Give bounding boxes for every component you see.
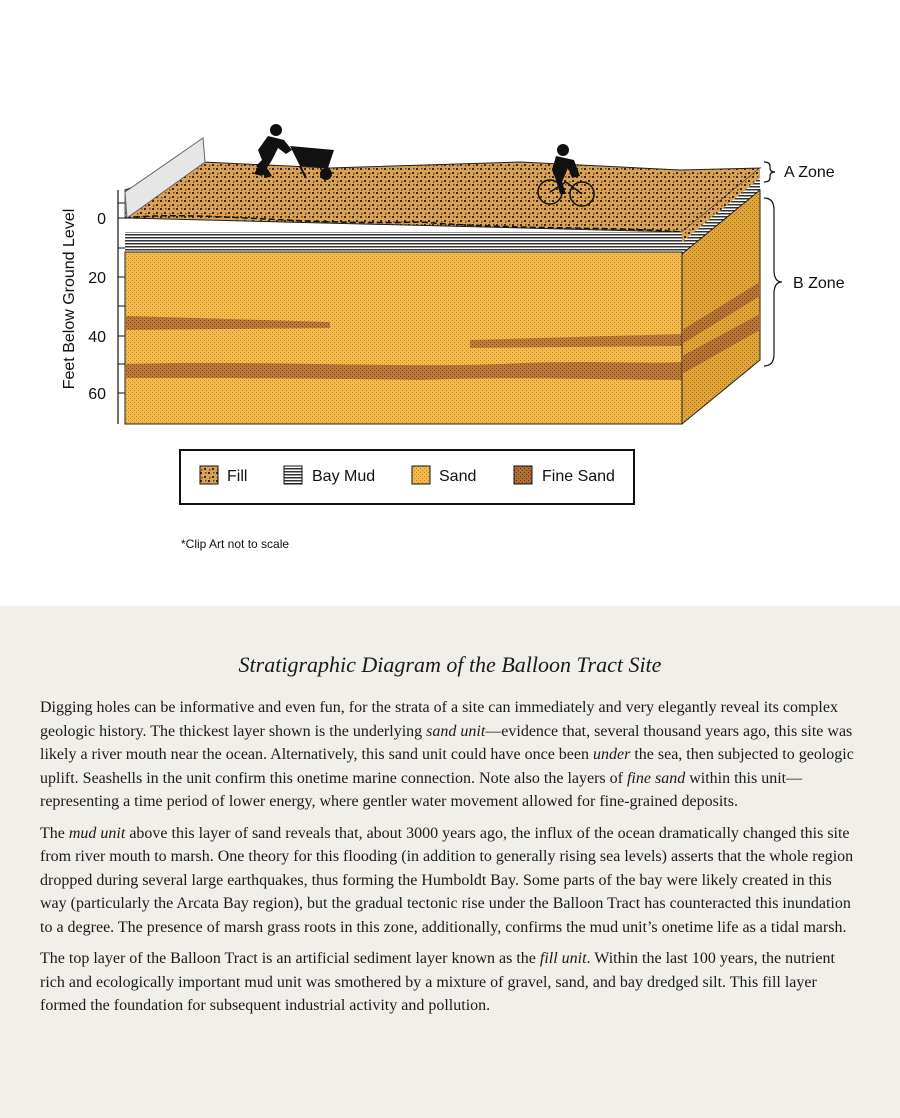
caption-paragraph [40, 822, 860, 940]
y-tick-60: 60 [88, 386, 106, 403]
caption-text: Digging holes can be informative and even fun, for the strata of a site can immediately and very elegantly reveal its complex geologic history. The thickest layer shown is the underlying [40, 699, 838, 740]
legend-label-fill: Fill [227, 468, 248, 485]
caption-emphasis: fill unit [539, 950, 587, 967]
fill-layer-top-surface [125, 162, 760, 232]
caption-emphasis: sand unit [426, 722, 486, 740]
caption-paragraph [40, 696, 860, 814]
y-axis-label: Feet Below Ground Level [61, 208, 78, 390]
y-tick-20: 20 [88, 270, 106, 287]
caption-text: The top layer of the Balloon Tract is an artificial sediment layer known as the [40, 950, 540, 967]
caption-text: The [40, 824, 69, 842]
legend [180, 450, 634, 504]
legend-label-bay-mud: Bay Mud [312, 468, 376, 485]
b-zone-brace [764, 198, 782, 366]
legend-swatch-fine-sand [514, 466, 532, 484]
a-zone-brace [764, 162, 775, 182]
caption-title: Stratigraphic Diagram of the Balloon Tract Site [238, 652, 662, 677]
legend-swatch-sand [412, 466, 430, 484]
clip-art-footnote: *Clip Art not to scale [181, 537, 290, 551]
caption-body [40, 696, 860, 1026]
legend-swatch-bay-mud [284, 466, 302, 484]
caption-emphasis: under [593, 746, 631, 763]
y-tick-0: 0 [97, 211, 106, 228]
legend-swatch-fill [200, 466, 218, 484]
b-zone-label: B Zone [793, 275, 845, 292]
caption-emphasis: fine sand [626, 769, 686, 787]
depth-axis [61, 190, 125, 424]
caption-emphasis: mud unit [68, 824, 126, 842]
a-zone-label: A Zone [784, 164, 835, 181]
caption-text: —evidence that, several thousand years ago, this site was likely a river mouth near the ocean. Alternatively, this sand unit could have once been [40, 722, 853, 763]
caption-text: . Within the last 100 years, the nutrient rich and ecologically important mud unit was smothered by a mixture of gravel, sand, and bay dredged silt. This fill layer formed the foundation for subsequent industrial activity and pollution. [40, 950, 835, 1014]
bay-mud-layer [125, 232, 682, 252]
y-tick-40: 40 [88, 329, 106, 346]
legend-label-fine-sand: Fine Sand [542, 468, 615, 485]
caption-paragraph [40, 947, 860, 1018]
caption-text: within this unit—representing a time period of lower energy, where gentler water movement allowed for fine-grained deposits. [40, 769, 803, 810]
caption-text: above this layer of sand reveals that, about 3000 years ago, the influx of the ocean dramatically changed this site from river mouth to marsh. One theory for this flooding (in addition to generally rising sea levels) asserts that the whole region dropped during several large earthquakes, thus forming the Humboldt Bay. Some parts of the bay were likely created in this way (particularly the Arcata Bay region), but the gradual tectonic rise under the Balloon Tract has counteracted this inundation to a degree. The presence of marsh grass roots in this zone, additionally, confirms the mud unit’s onetime life as a tidal marsh. [40, 824, 854, 936]
legend-label-sand: Sand [439, 468, 477, 485]
caption-text: the sea, then subjected to geologic uplift. Seashells in the unit confirm this onetime marine connection. Note also the layers of [40, 746, 854, 787]
